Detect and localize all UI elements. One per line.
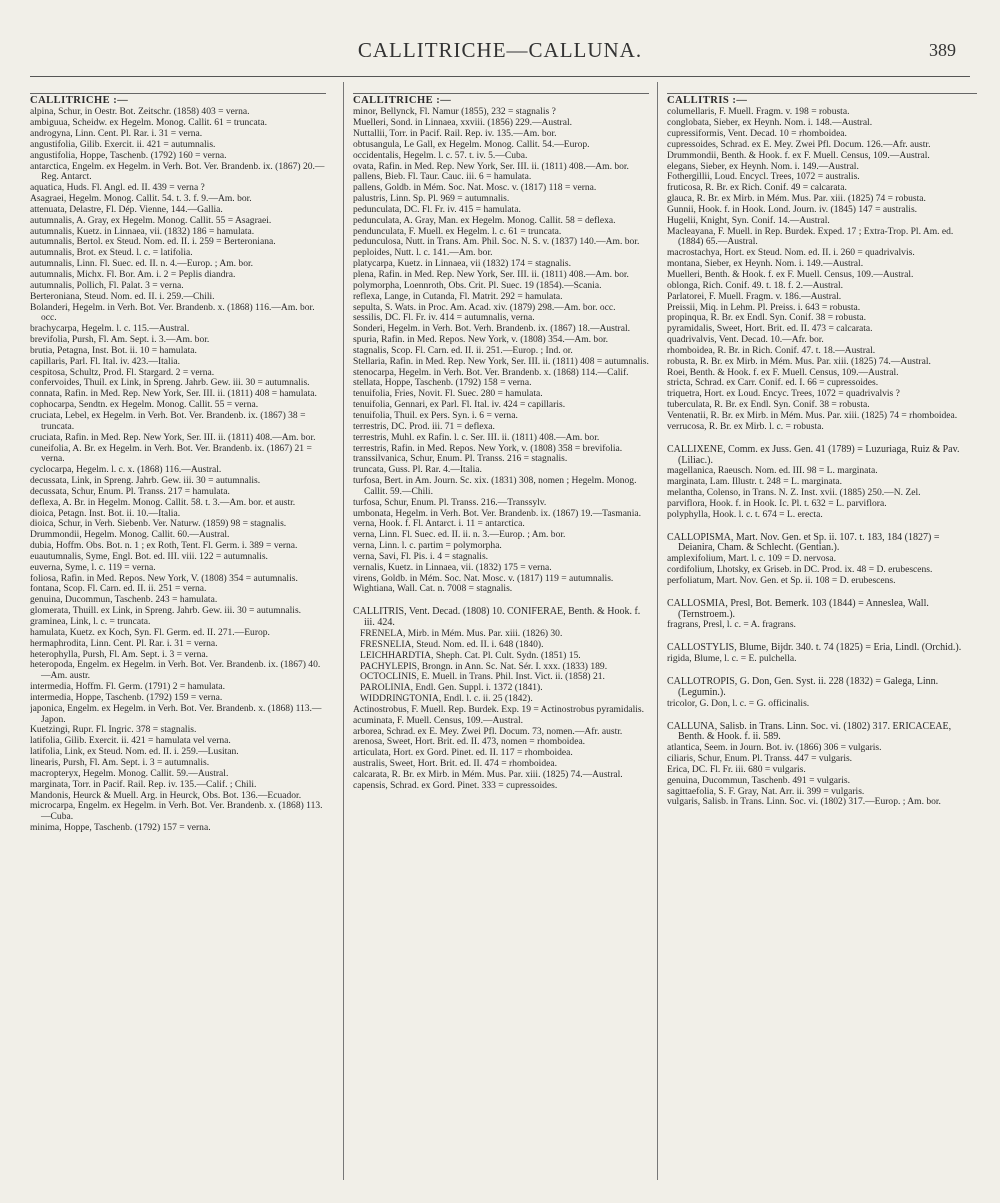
species-entry: latifolia, Gilib. Exercit. ii. 421 = hamulata vel verna. — [30, 735, 231, 747]
species-entry: latifolia, Link, ex Steud. Nom. ed. II. i. 259.—Lusitan. — [30, 746, 239, 758]
genus-entry: CALLIXENE, Comm. ex Juss. Gen. 41 (1789) = Luzuriaga, Ruiz & Pav. (Liliac.). — [667, 443, 960, 466]
species-entry: japonica, Engelm. ex Hegelm. in Verh. Bot. Ver. Brandenb. x. (1868) 113.—Japon. — [30, 702, 322, 725]
species-entry: verna, Hook. f. Fl. Antarct. i. 11 = antarctica. — [353, 518, 525, 530]
species-entry: cordifolium, Lhotsky, ex Griseb. in DC. Prod. ix. 48 = D. erubescens. — [667, 564, 933, 576]
species-entry: quadrivalvis, Vent. Decad. 10.—Afr. bor. — [667, 334, 824, 346]
species-entry: intermedia, Hoppe, Taschenb. (1792) 159 = verna. — [30, 691, 223, 703]
species-entry: tenuifolia, Thuil. ex Pers. Syn. i. 6 = verna. — [353, 409, 518, 421]
species-entry: fruticosa, R. Br. ex Rich. Conif. 49 = calcarata. — [667, 182, 847, 194]
species-entry: peploides, Nutt. l. c. 141.—Am. bor. — [353, 247, 493, 259]
species-entry: autumnalis, Pollich, Fl. Palat. 3 = verna. — [30, 279, 184, 291]
species-entry: triquetra, Hort. ex Loud. Encyc. Trees, 1072 = quadrivalvis ? — [667, 388, 900, 400]
species-entry: verna, Savi, Fl. Pis. i. 4 = stagnalis. — [353, 550, 489, 562]
running-head — [0, 38, 1000, 74]
species-entry: genuina, Ducommun, Taschenb. 243 = hamulata. — [30, 594, 218, 606]
species-entry: microcarpa, Engelm. ex Hegelm. in Verh. Bot. Ver. Brandenb. x. (1868) 113.—Cuba. — [30, 800, 323, 823]
species-entry: brevifolia, Pursh, Fl. Am. Sept. i. 3.—Am. bor. — [30, 334, 210, 346]
species-entry: terrestris, DC. Prod. iii. 71 = deflexa. — [353, 420, 495, 432]
species-entry: cuneifolia, A. Br. ex Hegelm. in Verh. Bot. Ver. Brandenb. ix. (1867) 21 = verna. — [30, 442, 312, 465]
species-entry: cupressoides, Schrad. ex E. Mey. Zwei Pfl. Docum. 126.—Afr. austr. — [667, 138, 931, 150]
species-entry: hamulata, Kuetz. ex Koch, Syn. Fl. Germ. ed. II. 271.—Europ. — [30, 626, 270, 638]
entry-gap — [667, 521, 977, 533]
genus-entry: CALLOPISMA, Mart. Nov. Gen. et Sp. ii. 107. t. 183, 184 (1827) = Deianira, Cham. & Schlecht. (Gentian.). — [667, 531, 940, 554]
species-entry: angustifolia, Gilib. Exercit. ii. 421 = autumnalis. — [30, 138, 216, 150]
species-entry: spuria, Rafin. in Med. Repos. New York, v. (1808) 354.—Am. bor. — [353, 334, 609, 346]
species-entry: perfoliatum, Mart. Nov. Gen. et Sp. ii. 108 = D. erubescens. — [667, 574, 896, 586]
species-entry: terrestris, Muhl. ex Rafin. l. c. Ser. III. ii. (1811) 408.—Am. bor. — [353, 431, 600, 443]
species-entry: atlantica, Seem. in Journ. Bot. iv. (1866) 306 = vulgaris. — [667, 742, 882, 754]
genus-entry: CALLITRIS, Vent. Decad. (1808) 10. CONIFERAE, Benth. & Hook. f. iii. 424. — [353, 606, 641, 629]
species-entry: terrestris, Rafin. in Med. Repos. New York, v. (1808) 358 = brevifolia. — [353, 442, 623, 454]
species-entry: amplexifolium, Mart. l. c. 109 = D. nervosa. — [667, 553, 836, 565]
species-entry: arenosa, Sweet, Hort. Brit. ed. II. 473, nomen = rhomboidea. — [353, 736, 586, 748]
species-entry: articulata, Hort. ex Gord. Pinet. ed. II. 117 = rhomboidea. — [353, 747, 573, 759]
species-entry: pedunculosa, Nutt. in Trans. Am. Phil. Soc. N. S. v. (1837) 140.—Am. bor. — [353, 236, 640, 248]
species-entry: minor, Bellynck, Fl. Namur (1855), 232 = stagnalis ? — [353, 106, 556, 118]
species-entry: autumnalis, Bertol. ex Steud. Nom. ed. II. i. 259 = Berteroniana. — [30, 236, 276, 248]
species-entry: Bolanderi, Hegelm. in Verh. Bot. Ver. Brandenb. x. (1868) 116.—Am. bor. occ. — [30, 301, 315, 324]
species-entry: Parlatorei, F. Muell. Fragm. v. 186.—Austral. — [667, 290, 842, 302]
species-entry: cespitosa, Schultz, Prod. Fl. Stargard. 2 = verna. — [30, 366, 215, 378]
species-entry: tricolor, G. Don, l. c. = G. officinalis. — [667, 697, 810, 709]
species-entry: tuberculata, R. Br. ex Endl. Syn. Conif. 38 = robusta. — [667, 399, 870, 411]
synonym-genus-entry: FRESNELIA, Steud. Nom. ed. II. i. 648 (1840). — [360, 638, 544, 650]
species-entry: acuminata, F. Muell. Census, 109.—Austral. — [353, 714, 523, 726]
species-entry: Muelleri, Sond. in Linnaea, xxviii. (1856) 229.—Austral. — [353, 117, 573, 129]
species-entry: occidentalis, Hegelm. l. c. 57. t. iv. 5.—Cuba. — [353, 149, 528, 161]
species-entry: macropteryx, Hegelm. Monog. Callit. 59.—Austral. — [30, 767, 229, 779]
species-entry: decussata, Link, in Spreng. Jahrb. Gew. iii. 30 = autumnalis. — [30, 475, 261, 487]
species-entry: pallens, Bieb. Fl. Taur. Cauc. iii. 6 = hamulata. — [353, 171, 532, 183]
species-entry: confervoides, Thuil. ex Link, in Spreng. Jahrb. Gew. iii. 30 = autumnalis. — [30, 377, 310, 389]
synonym-genus-entry: FRENELA, Mirb. in Mém. Mus. Par. xiii. (1826) 30. — [360, 628, 563, 639]
species-entry: stellata, Hoppe, Taschenb. (1792) 158 = verna. — [353, 377, 532, 389]
species-entry: conglobata, Sieber, ex Heynh. Nom. i. 148.—Austral. — [667, 117, 873, 129]
species-entry: brachycarpa, Hegelm. l. c. 115.—Austral. — [30, 323, 190, 335]
species-entry: fragrans, Presl, l. c. = A. fragrans. — [667, 619, 796, 631]
species-entry: sagittaefolia, S. F. Gray, Nat. Arr. ii. 399 = vulgaris. — [667, 785, 865, 797]
species-entry: tenuifolia, Fries, Novit. Fl. Suec. 280 = hamulata. — [353, 388, 543, 400]
species-entry: cophocarpa, Sendtn. ex Hegelm. Monog. Callit. 55 = verna. — [30, 399, 259, 411]
species-entry: melantha, Colenso, in Trans. N. Z. Inst. xvii. (1885) 250.—N. Zel. — [667, 487, 921, 499]
species-entry: cruciata, Rafin. in Med. Rep. New York, Ser. III. ii. (1811) 408.—Am. bor. — [30, 431, 316, 443]
species-entry: dioica, Petagn. Inst. Bot. ii. 10.—Italia. — [30, 507, 181, 519]
species-entry: tenuifolia, Gennari, ex Parl. Fl. Ital. iv. 424 = capillaris. — [353, 399, 566, 411]
species-entry: rhomboidea, R. Br. in Rich. Conif. 47. t. 18.—Austral. — [667, 344, 876, 356]
species-entry: rigida, Blume, l. c. = E. pulchella. — [667, 653, 797, 665]
species-entry: truncata, Guss. Pl. Rar. 4.—Italia. — [353, 464, 482, 476]
species-entry: connata, Rafin. in Med. Rep. New York, Ser. III. ii. (1811) 408 = hamulata. — [30, 388, 317, 400]
species-entry: virens, Goldb. in Mém. Soc. Nat. Mosc. v. (1817) 119 = autumnalis. — [353, 572, 614, 584]
entry-gap — [667, 433, 977, 445]
synonym-genus-entry: OCTOCLINIS, E. Muell. in Trans. Phil. Inst. Vict. ii. (1858) 21. — [360, 671, 605, 683]
species-entry: intermedia, Hoffm. Fl. Germ. (1791) 2 = hamulata. — [30, 681, 226, 693]
running-title: CALLITRICHE—CALLUNA. — [357, 38, 643, 62]
species-entry: propinqua, R. Br. ex Endl. Syn. Conif. 38 = robusta. — [667, 312, 866, 324]
species-entry: brutia, Petagna, Inst. Bot. ii. 10 = hamulata. — [30, 344, 197, 356]
species-entry: vulgaris, Salisb. in Trans. Linn. Soc. vi. (1802) 317.—Europ. ; Am. bor. — [667, 796, 941, 808]
species-entry: macrostachya, Hort. ex Steud. Nom. ed. II. i. 260 = quadrivalvis. — [667, 247, 915, 259]
species-entry: Gunnii, Hook. f. in Hook. Lond. Journ. iv. (1845) 147 = australis. — [667, 203, 918, 215]
genus-entry: CALLOSMIA, Presl, Bot. Bemerk. 103 (1844) = Anneslea, Wall. (Ternstroem.). — [667, 597, 929, 620]
species-entry: pedunculata, A. Gray, Man. ex Hegelm. Monog. Callit. 58 = deflexa. — [353, 214, 616, 226]
species-entry: Erica, DC. Fl. Fr. iii. 680 = vulgaris. — [667, 763, 806, 775]
species-entry: glauca, R. Br. ex Mirb. in Mém. Mus. Par. xiii. (1825) 74 = robusta. — [667, 193, 926, 205]
species-entry: vernalis, Kuetz. in Linnaea, vii. (1832) 175 = verna. — [353, 561, 552, 573]
species-entry: marginata, Torr. in Pacif. Rail. Rep. iv. 135.—Calif. ; Chili. — [30, 778, 257, 790]
species-entry: Muelleri, Benth. & Hook. f. ex F. Muell. Census, 109.—Austral. — [667, 269, 914, 280]
column-heading: CALLITRICHE :— — [353, 93, 649, 107]
species-entry: palustris, Linn. Sp. Pl. 969 = autumnalis. — [353, 193, 510, 205]
species-entry: australis, Sweet, Hort. Brit. ed. II. 474 = rhomboidea. — [353, 758, 557, 770]
species-entry: graminea, Link, l. c. = truncata. — [30, 616, 151, 627]
species-entry: pallens, Goldb. in Mém. Soc. Nat. Mosc. v. (1817) 118 = verna. — [353, 182, 597, 194]
synonym-genus-entry: WIDDRINGTONIA, Endl. l. c. ii. 25 (1842). — [360, 693, 533, 705]
species-entry: Sonderi, Hegelm. in Verh. Bot. Verh. Brandenb. ix. (1867) 18.—Austral. — [353, 323, 630, 335]
species-entry: euautumnalis, Syme, Engl. Bot. ed. III. viii. 122 = autumnalis. — [30, 550, 268, 562]
species-entry: attenuata, Delastre, Fl. Dép. Vienne, 144.—Gallia. — [30, 203, 223, 215]
species-entry: ovata, Rafin. in Med. Rep. New York, Ser. III. ii. (1811) 408.—Am. bor. — [353, 160, 629, 172]
column-3 — [667, 82, 977, 1182]
species-entry: ciliaris, Schur, Enum. Pl. Transs. 447 = vulgaris. — [667, 753, 853, 765]
species-entry: Macleayana, F. Muell. in Rep. Burdek. Exped. 17 ; Extra-Trop. Pl. Am. ed. (1884) 65.—Austral. — [667, 225, 954, 248]
column-heading: CALLITRIS :— — [667, 93, 977, 107]
species-entry: decussata, Schur, Enum. Pl. Transs. 217 = hamulata. — [30, 485, 230, 497]
species-entry: verna, Linn. Fl. Suec. ed. II. ii. n. 3.—Europ. ; Am. bor. — [353, 529, 566, 541]
species-entry: androgyna, Linn. Cent. Pl. Rar. i. 31 = verna. — [30, 128, 203, 140]
species-entry: sepulta, S. Wats. in Proc. Am. Acad. xiv. (1879) 298.—Am. bor. occ. — [353, 301, 616, 313]
species-entry: Fothergillii, Loud. Encycl. Trees, 1072 = australis. — [667, 171, 860, 183]
species-entry: heterophylla, Pursh, Fl. Am. Sept. i. 3 = verna. — [30, 648, 209, 660]
species-entry: Drummondii, Benth. & Hook. f. ex F. Muell. Census, 109.—Austral. — [667, 149, 930, 161]
species-entry: fontana, Scop. Fl. Carn. ed. II. ii. 251 = verna. — [30, 583, 207, 595]
species-entry: montana, Sieber, ex Heynh. Nom. i. 149.—Austral. — [667, 258, 864, 270]
species-entry: Actinostrobus, F. Muell. Rep. Burdek. Exp. 19 = Actinostrobus pyramidalis. — [353, 703, 645, 715]
species-entry: antarctica, Engelm. ex Hegelm. in Verh. Bot. Ver. Brandenb. ix. (1867) 20.—Reg. Antarct. — [30, 160, 325, 183]
species-entry: linearis, Pursh, Fl. Am. Sept. i. 3 = autumnalis. — [30, 756, 210, 768]
species-entry: stricta, Schrad. ex Carr. Conif. ed. I. 66 = cupressoides. — [667, 377, 879, 389]
column-2 — [353, 82, 649, 1182]
species-entry: magellanica, Raeusch. Nom. ed. III. 98 = L. marginata. — [667, 465, 878, 477]
species-entry: transsilvanica, Schur, Enum. Pl. Transs. 216 = stagnalis. — [353, 453, 568, 465]
species-entry: obtusangula, Le Gall, ex Hegelm. Monog. Callit. 54.—Europ. — [353, 138, 590, 150]
species-entry: calcarata, R. Br. ex Mirb. in Mém. Mus. Par. xiii. (1825) 74.—Austral. — [353, 768, 623, 780]
species-entry: Drummondii, Hegelm. Monog. Callit. 60.—Austral. — [30, 529, 230, 541]
column-1 — [30, 82, 326, 1182]
species-entry: Kuetzingi, Rupr. Fl. Ingric. 378 = stagnalis. — [30, 724, 197, 736]
species-entry: sessilis, DC. Fl. Fr. iv. 414 = autumnalis, verna. — [353, 312, 535, 324]
genus-entry: CALLOSTYLIS, Blume, Bijdr. 340. t. 74 (1825) = Eria, Lindl. (Orchid.). — [667, 642, 962, 654]
species-entry: cruciata, Lebel, ex Hegelm. in Verh. Bot. Ver. Brandenb. ix. (1867) 38 = truncata. — [30, 409, 306, 432]
species-entry: stagnalis, Scop. Fl. Carn. ed. II. ii. 251.—Europ. ; Ind. or. — [353, 344, 573, 356]
species-entry: dioica, Schur, in Verh. Siebenb. Ver. Naturw. (1859) 98 = stagnalis. — [30, 518, 287, 530]
species-entry: Berteroniana, Steud. Nom. ed. II. i. 259.—Chili. — [30, 290, 215, 302]
species-entry: dubia, Hoffm. Obs. Bot. n. 1 ; ex Roth, Tent. Fl. Germ. i. 389 = verna. — [30, 540, 298, 552]
species-entry: turfosa, Bert. in Am. Journ. Sc. xix. (1831) 308, nomen ; Hegelm. Monog. Callit. 59.—Chili. — [353, 475, 637, 497]
species-entry: verna, Linn. l. c. partim = polymorpha. — [353, 540, 502, 552]
species-entry: capensis, Schrad. ex Gord. Pinet. 333 = cupressoides. — [353, 779, 558, 791]
species-entry: arborea, Schrad. ex E. Mey. Zwei Pfl. Docum. 73, nomen.—Afr. austr. — [353, 725, 623, 737]
species-entry: polymorpha, Loennroth, Obs. Crit. Pl. Suec. 19 (1854).—Scania. — [353, 279, 602, 291]
species-entry: autumnalis, Michx. Fl. Bor. Am. i. 2 = Peplis diandra. — [30, 269, 236, 280]
species-entry: pedunculata, DC. Fl. Fr. iv. 415 = hamulata. — [353, 203, 521, 215]
species-entry: elegans, Sieber, ex Heynh. Nom. i. 149.—Austral. — [667, 160, 859, 172]
species-entry: plena, Rafin. in Med. Rep. New York, Ser. III. ii. (1811) 408.—Am. bor. — [353, 269, 629, 280]
column-heading: CALLITRICHE :— — [30, 93, 326, 107]
genus-entry: CALLUNA, Salisb. in Trans. Linn. Soc. vi. (1802) 317. ERICACEAE, Benth. & Hook. f. ii. 589. — [667, 720, 952, 743]
species-entry: autumnalis, Kuetz. in Linnaea, vii. (1832) 186 = hamulata. — [30, 225, 255, 237]
species-entry: genuina, Ducommun, Taschenb. 491 = vulgaris. — [667, 774, 850, 786]
species-entry: Mandonis, Heurck & Muell. Arg. in Heurck, Obs. Bot. 136.—Ecuador. — [30, 789, 302, 801]
species-entry: capillaris, Parl. Fl. Ital. iv. 423.—Italia. — [30, 355, 180, 367]
species-entry: pendunculata, F. Muell. ex Hegelm. l. c. 61 = truncata. — [353, 225, 562, 237]
species-entry: Ventenatii, R. Br. ex Mirb. in Mém. Mus. Par. xiii. (1825) 74 = rhomboidea. — [667, 409, 958, 421]
species-entry: umbonata, Hegelm. in Verh. Bot. Ver. Brandenb. ix. (1867) 19.—Tasmania. — [353, 507, 641, 519]
species-entry: Stellaria, Rafin. in Med. Rep. New York, Ser. III. ii. (1811) 408 = autumnalis. — [353, 355, 649, 367]
species-entry: turfosa, Schur, Enum. Pl. Transs. 216.—Transsylv. — [353, 496, 547, 508]
species-entry: aquatica, Huds. Fl. Angl. ed. II. 439 = verna ? — [30, 182, 205, 194]
species-entry: cupressiformis, Vent. Decad. 10 = rhomboidea. — [667, 128, 847, 140]
species-entry: heteropoda, Engelm. ex Hegelm. in Verh. Bot. Ver. Brandenb. ix. (1867) 40.—Am. austr. — [30, 659, 321, 682]
species-entry: autumnalis, Linn. Fl. Suec. ed. II. n. 4.—Europ. ; Am. bor. — [30, 258, 254, 270]
page-number: 389 — [929, 40, 956, 60]
species-entry: autumnalis, Brot. ex Steud. l. c. = latifolia. — [30, 247, 193, 259]
species-entry: ambiguua, Scheidw. ex Hegelm. Monog. Callit. 61 = truncata. — [30, 117, 268, 129]
species-entry: Hugelii, Knight, Syn. Conif. 14.—Austral. — [667, 214, 830, 226]
entry-gap — [667, 710, 977, 722]
synonym-genus-entry: LEICHHARDTIA, Sheph. Cat. Pl. Cult. Sydn. (1851) 15. — [360, 649, 581, 661]
species-entry: marginata, Lam. Illustr. t. 248 = L. marginata. — [667, 476, 842, 488]
column-divider — [657, 82, 658, 1180]
species-entry: Wightiana, Wall. Cat. n. 7008 = stagnalis. — [353, 583, 513, 595]
species-entry: Preissii, Miq. in Lehm. Pl. Preiss. i. 643 = robusta. — [667, 301, 861, 313]
species-entry: stenocarpa, Hegelm. in Verh. Bot. Ver. Brandenb. x. (1868) 114.—Calif. — [353, 366, 629, 378]
species-entry: polyphylla, Hook. l. c. t. 674 = L. erecta. — [667, 508, 823, 520]
synonym-genus-entry: PAROLINIA, Endl. Gen. Suppl. i. 1372 (1841). — [360, 682, 543, 694]
species-entry: robusta, R. Br. ex Mirb. in Mém. Mus. Par. xiii. (1825) 74.—Austral. — [667, 355, 931, 367]
species-entry: cyclocarpa, Hegelm. l. c. x. (1868) 116.—Austral. — [30, 464, 222, 476]
entry-gap — [667, 587, 977, 599]
species-entry: minima, Hoppe, Taschenb. (1792) 157 = verna. — [30, 822, 211, 834]
species-entry: autumnalis, A. Gray, ex Hegelm. Monog. Callit. 55 = Asagraei. — [30, 214, 272, 226]
species-entry: angustifolia, Hoppe, Taschenb. (1792) 160 = verna. — [30, 149, 227, 161]
header-rule — [30, 76, 970, 77]
species-entry: platycarpa, Kuetz. in Linnaea, vii (1832) 174 = stagnalis. — [353, 258, 572, 270]
species-entry: deflexa, A. Br. in Hegelm. Monog. Callit. 58. t. 3.—Am. bor. et austr. — [30, 496, 296, 508]
species-entry: parviflora, Hook. f. in Hook. Ic. Pl. t. 632 = L. parviflora. — [667, 497, 887, 509]
species-entry: Nuttallii, Torr. in Pacif. Rail. Rep. iv. 135.—Am. bor. — [353, 128, 557, 140]
species-entry: pyramidalis, Sweet, Hort. Brit. ed. II. 473 = calcarata. — [667, 323, 873, 335]
genus-entry: CALLOTROPIS, G. Don, Gen. Syst. ii. 228 (1832) = Galega, Linn. (Legumin.). — [667, 676, 939, 698]
column-divider — [343, 82, 344, 1180]
species-entry: euverna, Syme, l. c. 119 = verna. — [30, 561, 156, 573]
synonym-genus-entry: PACHYLEPIS, Brongn. in Ann. Sc. Nat. Sér. I. xxx. (1833) 189. — [360, 660, 608, 672]
species-entry: columellaris, F. Muell. Fragm. v. 198 = robusta. — [667, 106, 850, 118]
index-columns — [30, 82, 980, 1182]
species-entry: verrucosa, R. Br. ex Mirb. l. c. = robusta. — [667, 420, 824, 432]
species-entry: Roei, Benth. & Hook. f. ex F. Muell. Census, 109.—Austral. — [667, 366, 899, 378]
species-entry: reflexa, Lange, in Cutanda, Fl. Matrit. 292 = hamulata. — [353, 290, 563, 302]
species-entry: oblonga, Rich. Conif. 49. t. 18. f. 2.—Austral. — [667, 279, 844, 291]
species-entry: glomerata, Thuill. ex Link, in Spreng. Jahrb. Gew. iii. 30 = autumnalis. — [30, 605, 302, 617]
species-entry: Asagraei, Hegelm. Monog. Callit. 54. t. 3. f. 9.—Am. bor. — [30, 193, 252, 205]
species-entry: alpina, Schur, in Oestr. Bot. Zeitschr. (1858) 403 = verna. — [30, 106, 250, 118]
species-entry: hermaphrodita, Linn. Cent. Pl. Rar. i. 31 = verna. — [30, 637, 218, 649]
species-entry: foliosa, Rafin. in Med. Repos. New York, V. (1808) 354 = autumnalis. — [30, 572, 298, 584]
